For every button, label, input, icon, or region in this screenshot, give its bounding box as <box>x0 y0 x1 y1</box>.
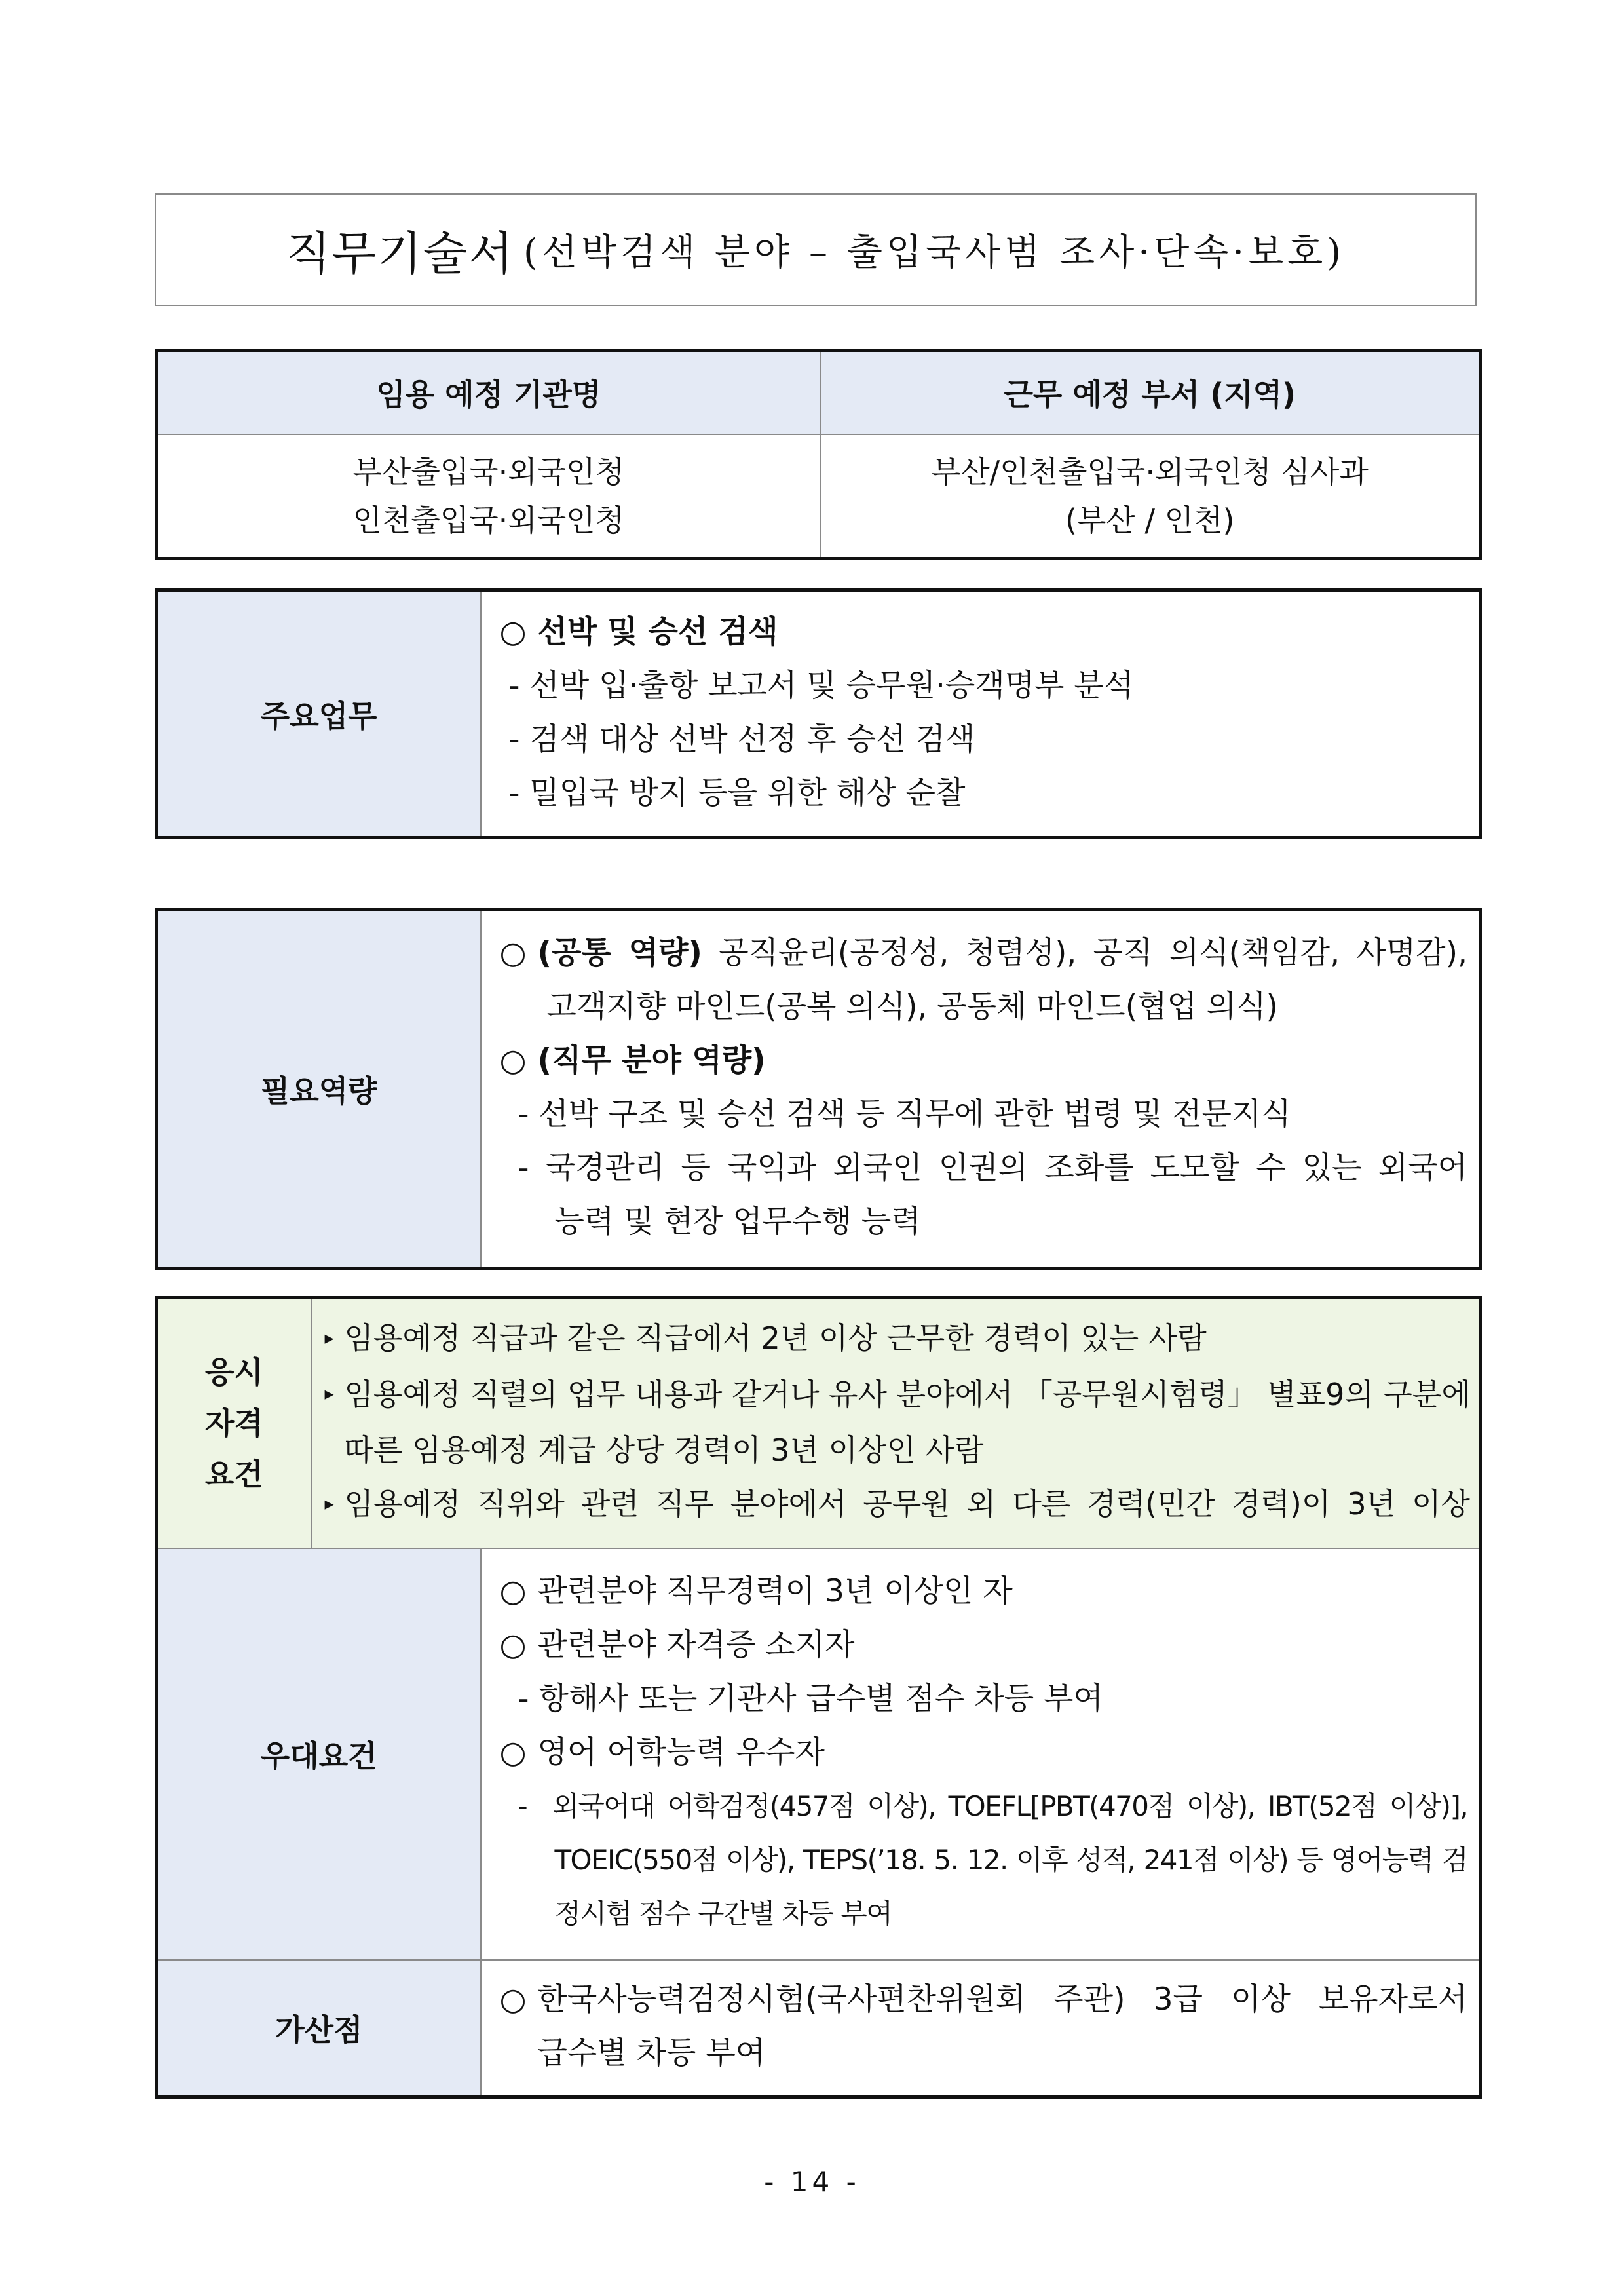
common-competency-label: (공통 역량) <box>537 934 702 971</box>
bonus-item <box>500 1973 1468 2027</box>
common-competency-text: 공직윤리(공정성, 청렴성), 공직 의식(책임감, 사명감), <box>719 934 1467 971</box>
competencies-content <box>481 909 1481 1269</box>
job-competency-item <box>500 1088 1468 1141</box>
document-subtitle: (선박검색 분야 – 출입국사범 조사·단속·보호) <box>523 231 1346 274</box>
page-number: - 14 - <box>764 2166 860 2198</box>
duties-content <box>481 590 1481 838</box>
bonus-content <box>481 1960 1481 2097</box>
preferred-text: 영어 어학능력 우수자 <box>537 1734 825 1770</box>
qualification-label-line: 응시 <box>204 1354 263 1390</box>
preferred-text: 관련분야 직무경력이 3년 이상인 자 <box>537 1573 1013 1609</box>
duties-item-text: 선박 입·출항 보고서 및 승무원·승객명부 분석 <box>529 667 1134 704</box>
duties-item-text: 밀입국 방지 등을 위한 해상 순찰 <box>529 775 966 811</box>
agency-table <box>155 349 1482 560</box>
duties-label: 주요업무 <box>157 590 481 838</box>
qualification-text: 임용예정 직위와 관련 직무 분야에서 공무원 외 다른 경력(민간 경력)이 3년 이상 <box>344 1486 1471 1521</box>
duties-item <box>500 713 1468 767</box>
circle-bullet-icon: ○ <box>499 1734 527 1770</box>
qualification-label-line: 요건 <box>204 1457 263 1493</box>
preferred-label: 우대요건 <box>157 1548 481 1960</box>
qualification-item <box>325 1477 1471 1533</box>
qualification-cont: 따른 임용예정 계급 상당 경력이 3년 이상인 사람 <box>344 1432 984 1468</box>
preferred-subtext: 항해사 또는 기관사 급수별 점수 차등 부여 <box>538 1680 1103 1717</box>
preferred-item <box>500 1618 1468 1672</box>
qualification-label <box>157 1298 311 1548</box>
preferred-item <box>500 1726 1468 1780</box>
dash-bullet: - <box>508 721 520 757</box>
qualification-content <box>311 1298 1481 1548</box>
department-cell <box>820 434 1481 559</box>
preferred-content <box>481 1548 1481 1960</box>
preferred-subtext: 외국어대 어학검정(457점 이상), TOEFL[PBT(470점 이상), IBT(52점 이상)], <box>552 1789 1468 1822</box>
circle-bullet-icon: ○ <box>499 1626 527 1663</box>
circle-bullet-icon: ○ <box>499 1042 527 1079</box>
common-competency-line <box>500 927 1468 980</box>
document-title: 직무기술서 <box>286 226 514 280</box>
document-title-box <box>155 193 1477 306</box>
bonus-label: 가산점 <box>157 1960 481 2097</box>
qualification-label-line: 자격 <box>204 1406 263 1442</box>
preferred-item <box>500 1565 1468 1618</box>
job-competency-heading <box>500 1034 1468 1088</box>
competencies-table <box>155 908 1482 1270</box>
qualification-item <box>325 1368 1471 1424</box>
dash-bullet: - <box>518 1096 529 1132</box>
duties-item <box>500 767 1468 820</box>
competencies-label: 필요역량 <box>157 909 481 1269</box>
qualification-item <box>325 1311 1471 1368</box>
agency-cell <box>157 434 820 559</box>
agency-header: 임용 예정 기관명 <box>157 351 820 434</box>
preferred-subitem <box>500 1780 1468 1833</box>
triangle-bullet-icon: ▸ <box>324 1492 334 1514</box>
agency-line: 인천출입국·외국인청 <box>352 502 625 538</box>
dash-bullet: - <box>518 1789 527 1822</box>
dash-bullet: - <box>508 775 520 811</box>
department-line: 부산/인천출입국·외국인청 심사과 <box>931 453 1369 489</box>
triangle-bullet-icon: ▸ <box>324 1383 334 1404</box>
bonus-cont: 급수별 차등 부여 <box>537 2035 766 2071</box>
duties-heading: 선박 및 승선 검색 <box>537 613 778 650</box>
circle-bullet-icon: ○ <box>499 613 527 650</box>
qualification-text: 임용예정 직급과 같은 직급에서 2년 이상 근무한 경력이 있는 사람 <box>344 1320 1207 1356</box>
requirements-table <box>155 1296 1482 2099</box>
job-competency-label: (직무 분야 역량) <box>537 1042 766 1079</box>
common-competency-cont: 고객지향 마인드(공복 의식), 공동체 마인드(협업 의식) <box>546 988 1278 1025</box>
job-competency-cont: 능력 및 현장 업무수행 능력 <box>554 1203 921 1240</box>
agency-line: 부산출입국·외국인청 <box>352 453 625 489</box>
dash-bullet: - <box>518 1680 529 1717</box>
job-competency-item <box>500 1141 1468 1195</box>
duties-item <box>500 659 1468 713</box>
department-line: (부산 / 인천) <box>1065 502 1235 538</box>
duties-item-text: 검색 대상 선박 선정 후 승선 검색 <box>529 721 975 757</box>
circle-bullet-icon: ○ <box>499 1573 527 1609</box>
job-competency-text: 국경관리 등 국익과 외국인 인권의 조화를 도모할 수 있는 외국어 <box>545 1149 1467 1186</box>
department-header: 근무 예정 부서 (지역) <box>820 351 1481 434</box>
dash-bullet: - <box>518 1149 529 1186</box>
preferred-subtext-cont: 정시험 점수 구간별 차등 부여 <box>554 1897 892 1930</box>
preferred-subitem <box>500 1672 1468 1726</box>
preferred-text: 관련분야 자격증 소지자 <box>537 1626 855 1663</box>
duties-table <box>155 588 1482 839</box>
preferred-subtext-cont: TOEIC(550점 이상), TEPS(’18. 5. 12. 이후 성적, 241점 이상) 등 영어능력 검 <box>554 1843 1468 1876</box>
duties-heading-line <box>500 605 1468 659</box>
triangle-bullet-icon: ▸ <box>324 1326 334 1349</box>
job-competency-text: 선박 구조 및 승선 검색 등 직무에 관한 법령 및 전문지식 <box>538 1096 1291 1132</box>
bonus-text: 한국사능력검정시험(국사편찬위원회 주관) 3급 이상 보유자로서 <box>537 1981 1468 2018</box>
circle-bullet-icon: ○ <box>499 934 527 971</box>
circle-bullet-icon: ○ <box>499 1981 527 2018</box>
dash-bullet: - <box>508 667 520 704</box>
qualification-text: 임용예정 직렬의 업무 내용과 같거나 유사 분야에서 「공무원시험령」 별표9의 구분에 <box>344 1376 1471 1412</box>
